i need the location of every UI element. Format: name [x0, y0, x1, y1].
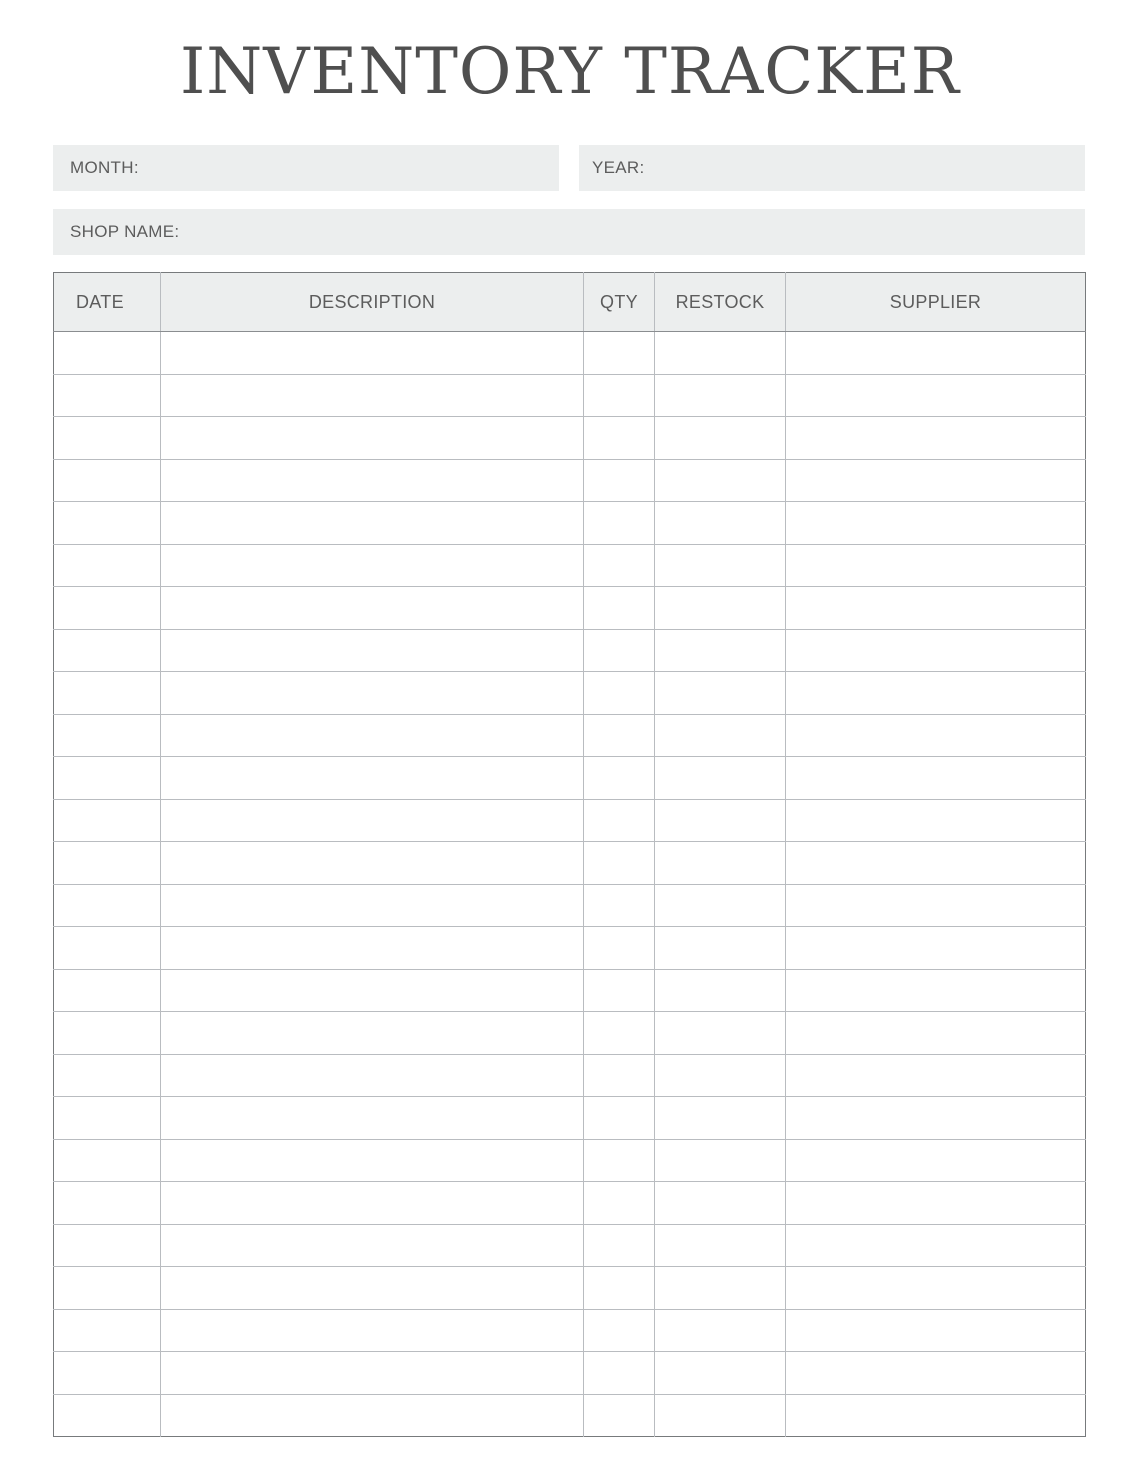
- cell-restock[interactable]: [655, 799, 786, 842]
- table-row: [54, 1139, 1086, 1182]
- cell-supplier[interactable]: [786, 842, 1086, 885]
- cell-restock[interactable]: [655, 927, 786, 970]
- cell-qty[interactable]: [584, 842, 655, 885]
- cell-date[interactable]: [54, 1097, 161, 1140]
- cell-restock[interactable]: [655, 332, 786, 375]
- cell-supplier[interactable]: [786, 1267, 1086, 1310]
- table-header-row: [54, 273, 1086, 332]
- table-row: [54, 672, 1086, 715]
- cell-restock[interactable]: [655, 969, 786, 1012]
- cell-description[interactable]: [161, 1012, 584, 1055]
- cell-date[interactable]: [54, 417, 161, 460]
- cell-date[interactable]: [54, 1182, 161, 1225]
- month-field[interactable]: [53, 145, 559, 191]
- cell-restock[interactable]: [655, 629, 786, 672]
- cell-date[interactable]: [54, 374, 161, 417]
- cell-date[interactable]: [54, 544, 161, 587]
- cell-restock[interactable]: [655, 1352, 786, 1395]
- cell-description[interactable]: [161, 842, 584, 885]
- cell-qty[interactable]: [584, 417, 655, 460]
- cell-date[interactable]: [54, 1352, 161, 1395]
- cell-description[interactable]: [161, 1267, 584, 1310]
- cell-date[interactable]: [54, 502, 161, 545]
- cell-restock[interactable]: [655, 1054, 786, 1097]
- cell-qty[interactable]: [584, 459, 655, 502]
- shop-name-label: SHOP NAME:: [70, 222, 180, 241]
- cell-restock[interactable]: [655, 544, 786, 587]
- table-row: [54, 459, 1086, 502]
- cell-date[interactable]: [54, 629, 161, 672]
- cell-description[interactable]: [161, 714, 584, 757]
- cell-qty[interactable]: [584, 1309, 655, 1352]
- inventory-table: [53, 272, 1086, 1437]
- cell-description[interactable]: [161, 629, 584, 672]
- cell-description[interactable]: [161, 544, 584, 587]
- column-header-supplier: SUPPLIER: [786, 273, 1086, 332]
- table-row: [54, 1224, 1086, 1267]
- table-row: [54, 629, 1086, 672]
- cell-supplier[interactable]: [786, 502, 1086, 545]
- cell-supplier[interactable]: [786, 1309, 1086, 1352]
- table-row: [54, 884, 1086, 927]
- table-row: [54, 1012, 1086, 1055]
- table-row: [54, 1182, 1086, 1225]
- cell-supplier[interactable]: [786, 1012, 1086, 1055]
- cell-supplier[interactable]: [786, 927, 1086, 970]
- column-header-restock: RESTOCK: [655, 273, 786, 332]
- cell-supplier[interactable]: [786, 374, 1086, 417]
- cell-restock[interactable]: [655, 1097, 786, 1140]
- table-row: [54, 1394, 1086, 1437]
- cell-supplier[interactable]: [786, 1352, 1086, 1395]
- cell-supplier[interactable]: [786, 799, 1086, 842]
- cell-qty[interactable]: [584, 672, 655, 715]
- cell-date[interactable]: [54, 884, 161, 927]
- cell-date[interactable]: [54, 332, 161, 375]
- cell-qty[interactable]: [584, 757, 655, 800]
- cell-restock[interactable]: [655, 587, 786, 630]
- table-row: [54, 757, 1086, 800]
- cell-description[interactable]: [161, 799, 584, 842]
- table-body: [54, 332, 1086, 1437]
- cell-restock[interactable]: [655, 1267, 786, 1310]
- cell-supplier[interactable]: [786, 884, 1086, 927]
- cell-restock[interactable]: [655, 374, 786, 417]
- table-row: [54, 332, 1086, 375]
- cell-description[interactable]: [161, 332, 584, 375]
- cell-date[interactable]: [54, 1012, 161, 1055]
- cell-restock[interactable]: [655, 459, 786, 502]
- cell-restock[interactable]: [655, 1182, 786, 1225]
- shop-name-field[interactable]: [53, 209, 1085, 255]
- cell-supplier[interactable]: [786, 1224, 1086, 1267]
- cell-description[interactable]: [161, 502, 584, 545]
- cell-qty[interactable]: [584, 587, 655, 630]
- cell-supplier[interactable]: [786, 544, 1086, 587]
- cell-supplier[interactable]: [786, 459, 1086, 502]
- cell-date[interactable]: [54, 1394, 161, 1437]
- cell-qty[interactable]: [584, 969, 655, 1012]
- cell-description[interactable]: [161, 417, 584, 460]
- table-row: [54, 417, 1086, 460]
- cell-description[interactable]: [161, 1352, 584, 1395]
- column-header-description: DESCRIPTION: [161, 273, 584, 332]
- cell-description[interactable]: [161, 1309, 584, 1352]
- page-title: INVENTORY TRACKER: [180, 35, 960, 109]
- table-row: [54, 714, 1086, 757]
- cell-supplier[interactable]: [786, 332, 1086, 375]
- cell-restock[interactable]: [655, 502, 786, 545]
- cell-supplier[interactable]: [786, 587, 1086, 630]
- cell-date[interactable]: [54, 969, 161, 1012]
- cell-restock[interactable]: [655, 884, 786, 927]
- column-header-qty: QTY: [584, 273, 655, 332]
- table-row: [54, 544, 1086, 587]
- table-row: [54, 842, 1086, 885]
- cell-date[interactable]: [54, 927, 161, 970]
- cell-qty[interactable]: [584, 1097, 655, 1140]
- table-row: [54, 587, 1086, 630]
- year-label: YEAR:: [592, 158, 645, 177]
- cell-description[interactable]: [161, 1139, 584, 1182]
- table-row: [54, 374, 1086, 417]
- cell-description[interactable]: [161, 1097, 584, 1140]
- cell-qty[interactable]: [584, 1012, 655, 1055]
- cell-supplier[interactable]: [786, 1054, 1086, 1097]
- cell-date[interactable]: [54, 1309, 161, 1352]
- cell-restock[interactable]: [655, 1012, 786, 1055]
- cell-supplier[interactable]: [786, 1139, 1086, 1182]
- cell-description[interactable]: [161, 1182, 584, 1225]
- cell-qty[interactable]: [584, 1224, 655, 1267]
- cell-qty[interactable]: [584, 629, 655, 672]
- table-row: [54, 1309, 1086, 1352]
- column-header-date: DATE: [54, 273, 161, 332]
- cell-qty[interactable]: [584, 1267, 655, 1310]
- cell-date[interactable]: [54, 842, 161, 885]
- cell-restock[interactable]: [655, 757, 786, 800]
- cell-qty[interactable]: [584, 502, 655, 545]
- table-row: [54, 502, 1086, 545]
- cell-restock[interactable]: [655, 417, 786, 460]
- cell-restock[interactable]: [655, 842, 786, 885]
- cell-description[interactable]: [161, 374, 584, 417]
- cell-qty[interactable]: [584, 1139, 655, 1182]
- cell-qty[interactable]: [584, 332, 655, 375]
- cell-description[interactable]: [161, 884, 584, 927]
- cell-qty[interactable]: [584, 1352, 655, 1395]
- cell-supplier[interactable]: [786, 1182, 1086, 1225]
- cell-date[interactable]: [54, 714, 161, 757]
- cell-qty[interactable]: [584, 544, 655, 587]
- cell-date[interactable]: [54, 1054, 161, 1097]
- cell-date[interactable]: [54, 1139, 161, 1182]
- cell-description[interactable]: [161, 927, 584, 970]
- cell-supplier[interactable]: [786, 714, 1086, 757]
- cell-description[interactable]: [161, 672, 584, 715]
- table-row: [54, 927, 1086, 970]
- cell-date[interactable]: [54, 799, 161, 842]
- cell-description[interactable]: [161, 757, 584, 800]
- cell-qty[interactable]: [584, 1394, 655, 1437]
- cell-supplier[interactable]: [786, 1394, 1086, 1437]
- table-row: [54, 799, 1086, 842]
- cell-qty[interactable]: [584, 714, 655, 757]
- cell-qty[interactable]: [584, 374, 655, 417]
- cell-description[interactable]: [161, 1054, 584, 1097]
- cell-restock[interactable]: [655, 672, 786, 715]
- cell-description[interactable]: [161, 969, 584, 1012]
- cell-qty[interactable]: [584, 1054, 655, 1097]
- cell-supplier[interactable]: [786, 1097, 1086, 1140]
- cell-date[interactable]: [54, 1267, 161, 1310]
- cell-description[interactable]: [161, 1394, 584, 1437]
- month-label: MONTH:: [70, 158, 139, 177]
- cell-restock[interactable]: [655, 1139, 786, 1182]
- table-row: [54, 969, 1086, 1012]
- cell-date[interactable]: [54, 672, 161, 715]
- cell-date[interactable]: [54, 757, 161, 800]
- cell-date[interactable]: [54, 1224, 161, 1267]
- cell-qty[interactable]: [584, 1182, 655, 1225]
- cell-description[interactable]: [161, 1224, 584, 1267]
- cell-supplier[interactable]: [786, 672, 1086, 715]
- cell-qty[interactable]: [584, 927, 655, 970]
- cell-supplier[interactable]: [786, 629, 1086, 672]
- table-row: [54, 1097, 1086, 1140]
- cell-qty[interactable]: [584, 884, 655, 927]
- cell-description[interactable]: [161, 459, 584, 502]
- year-field[interactable]: [579, 145, 1085, 191]
- cell-supplier[interactable]: [786, 417, 1086, 460]
- cell-restock[interactable]: [655, 1394, 786, 1437]
- table-row: [54, 1352, 1086, 1395]
- cell-restock[interactable]: [655, 1224, 786, 1267]
- table-row: [54, 1054, 1086, 1097]
- cell-restock[interactable]: [655, 714, 786, 757]
- table-row: [54, 1267, 1086, 1310]
- cell-restock[interactable]: [655, 1309, 786, 1352]
- cell-supplier[interactable]: [786, 757, 1086, 800]
- cell-supplier[interactable]: [786, 969, 1086, 1012]
- cell-qty[interactable]: [584, 799, 655, 842]
- cell-description[interactable]: [161, 587, 584, 630]
- cell-date[interactable]: [54, 587, 161, 630]
- cell-date[interactable]: [54, 459, 161, 502]
